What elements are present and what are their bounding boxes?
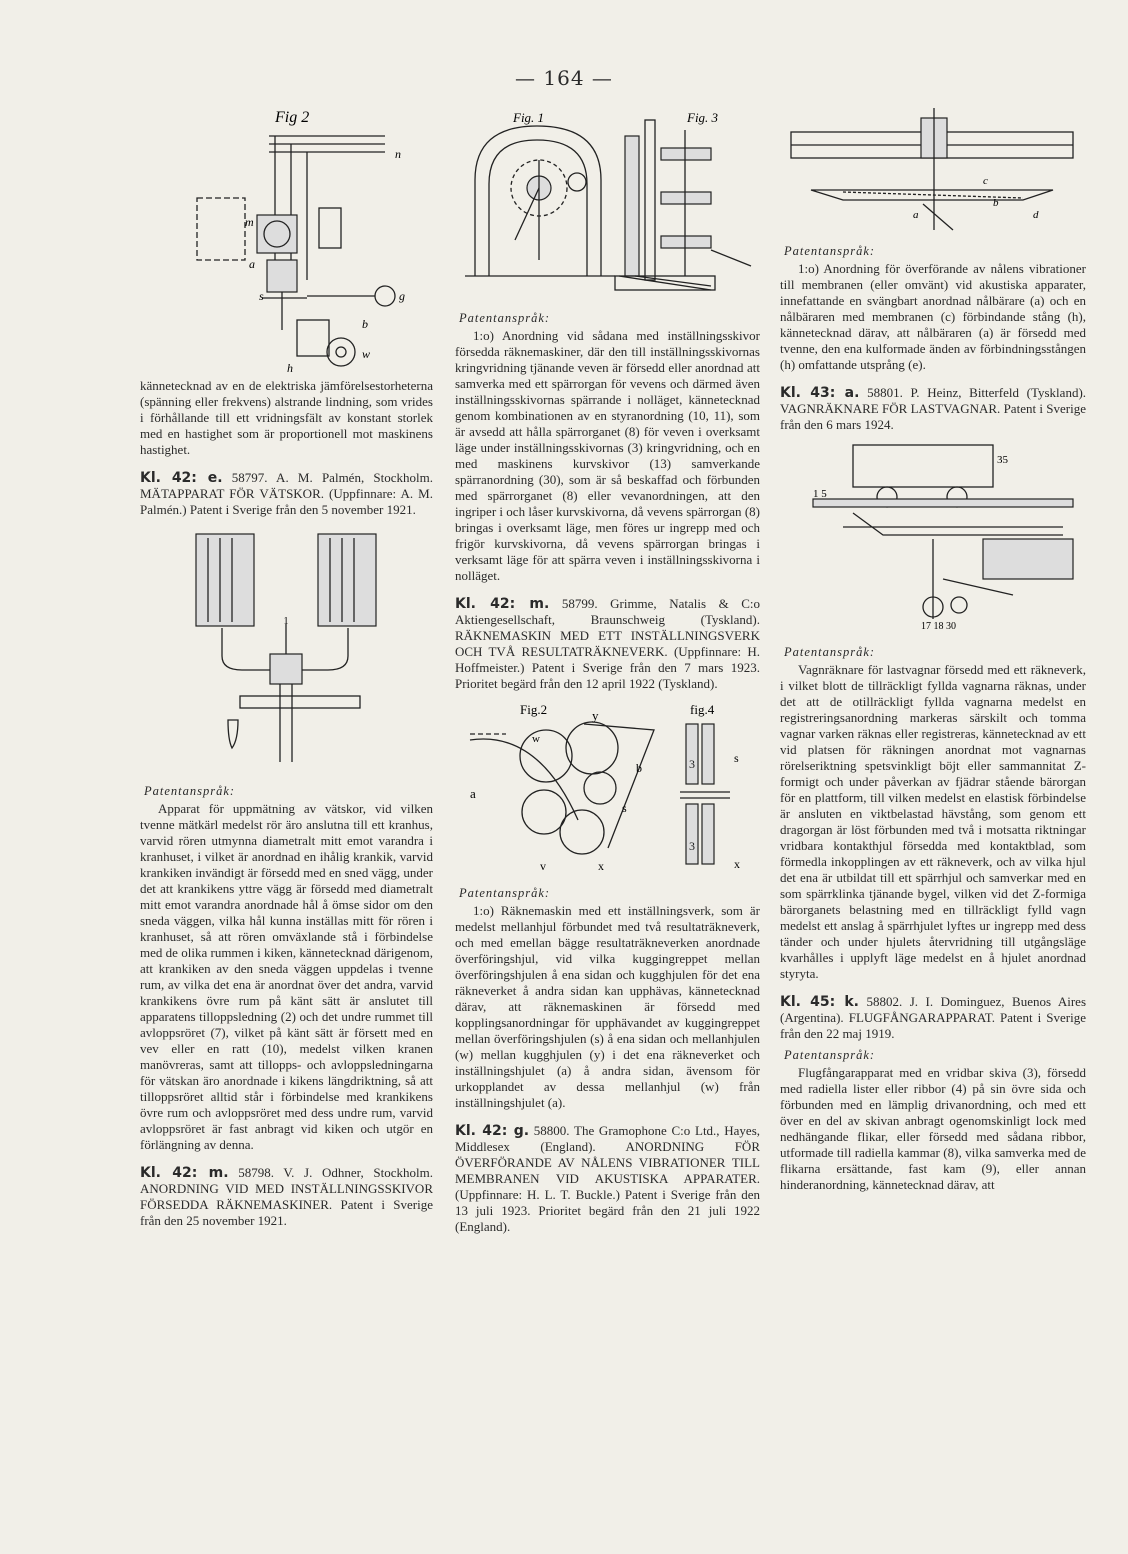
claims-heading: Patentanspråk: <box>144 784 236 798</box>
figure-gear-train <box>458 700 758 880</box>
entry-58801 <box>780 385 1086 433</box>
svg-text:x: x <box>597 859 604 873</box>
svg-text:m: m <box>244 215 254 229</box>
claim-58799: 1:o) Räknemaskin med ett inställningsverk, som är medelst mellanhjul förbundet med två resultaträkneverk, och med emellan bägge resultaträkneverken anordnade överföringshjul, vid vilka kuggingreppet mellan överföringshjulen å ena sidan och kugghjulen för det ena räkneverket å andra sidan kan upphävas, kännetecknad därav, att räknemaskinen är försedd med kopplingsanordningar för upphävandet av kuggingreppet mellan överföringshjulen (s) å ena sidan och mellanhjulen (w) mellan kugghjulen (y) i det ena räkneverket och inställningshjulet (a) å andra sidan, ävensom för urkopplandet av dessa mellanhjul (w) från inställningshjulet (a). <box>455 903 760 1110</box>
entry-class: Kl. 42: m. <box>455 596 550 612</box>
svg-text:b: b <box>635 761 642 775</box>
entry-text: 58800. The Gramophone C:o Ltd., Hayes, Middlesex (England). ANORDNING FÖR ÖVERFÖRANDE AV NÅLENS VIBRATIONER TILL MEMBRANEN VID AKUSTISKA APPARATER. (Uppfinnare: H. L. T. Buckle.) Patent i Sverige från den 13 juli 1923. Prioritet begärd från den 21 juli 1922 (England). <box>455 1123 761 1234</box>
column-3 <box>780 100 1086 1193</box>
page-number: — 164 — <box>515 66 613 90</box>
svg-text:s: s <box>258 289 264 303</box>
svg-text:35: 35 <box>997 454 1008 466</box>
claims-heading: Patentanspråk: <box>459 311 551 325</box>
svg-text:a: a <box>469 786 476 801</box>
fig-2-label: Fig 2 <box>274 109 309 126</box>
svg-text:s: s <box>621 801 627 815</box>
claim-58797: Apparat för uppmätning av vätskor, vid vilken tvenne mätkärl medelst rör äro anslutna till ett kranhus, varvid rören utmynna diametralt mitt emot varandra i kranhuset, i vilket är anordnad en ihålig krankik, varvid krankiken invändigt är försedd med en sned vägg, under det att krankikens yttre vägg är försedd med diametralt mitt emot varandra anordnade hål å ömse sidor om den sneda väggen, vilka hål kunna inställas mitt för rören i kranhuset, så att rören omväxlande stå i förbindelse med de olika rummen i kiken, kännetecknad därigenom, att krankiken av den sneda väggen uppdelas i tvenne rum, av vilka det ena är anordnat över det andra, varvid krankikens övre rum på känt sätt är anslutet till apparatens tilloppsledning (2) och det undre rummet till avloppsröret (7), vilket på känt sätt är försett med en vev eller en ratt (10), medelst vilken kranen manövreras, samt att tillopps- och avloppsledningarna för vätskan äro anordnade i kikens längdriktning, så att tilloppsröret alltid står i förbindelse med krankikens övre rum och avloppsröret med dess undre rum, varvid avloppsröret är fast anbragt vid kiken och utgör en förlängning av denna. <box>140 801 433 1152</box>
svg-text:s: s <box>733 751 739 765</box>
claims-heading: Patentanspråk: <box>784 1048 876 1062</box>
svg-text:1 5: 1 5 <box>813 488 827 500</box>
entry-58797 <box>140 470 433 518</box>
gear-fig-4-label: fig.4 <box>689 702 714 717</box>
entry-class: Kl. 43: a. <box>780 385 860 401</box>
svg-text:v: v <box>539 859 546 873</box>
entry-text: 58798. V. J. Odhner, Stockholm. ANORDNING VID MED INSTÄLLNINGSSKIVOR FÖRSEDDA RÄKNEMASKINER. Patent i Sverige från den 25 november 1921. <box>140 1165 433 1228</box>
svg-text:n: n <box>394 147 401 161</box>
claims-heading: Patentanspråk: <box>784 244 876 258</box>
claim-58801: Vagnräknare för lastvagnar försedd med ett räkneverk, i vilket blott de tillräckligt fyllda vagnarna räknas, under det att de otillräckligt fyllda vagnarna medelst en registreringsanordning markeras särskilt och tomma vagnar varken räknas eller registreras, kännetecknad av ett vid platsen för räkningen anordnat mot vagnarnas rörelseriktning spetsvinkligt böjt eller sammannitat Z-formigt och under påverkan av fjädrar stående bärorgan för en plattform, till vilken medelst en elastisk förbindelse är ansluten en viktbelastad hävstång, som genom ett dragorgan är löst förbunden med två i motsatta riktningar vridbara kontakthjul försedda med kontaktblad, som förmedla inkopplingen av ett räkneverk, och av vilka hjul det ena är utbildat till ett spärrhjul och samverkar med en som spärrklinka tjänande bygel, vilken vid det Z-formiga bärorganets belastning med en tillräckligt fylld vagn medelst ett anslag å spärrhjulet lyftes ur ingrepp med dess tänder och under hjulets återvridning till utgångsläge kvarhålles i upplyft läge medelst en å hjulet anordnad styryta. <box>780 662 1086 981</box>
entry-text: 58797. A. M. Palmén, Stockholm. MÄTAPPARAT FÖR VÄTSKOR. (Uppfinnare: A. M. Palmén.) Patent i Sverige från den 5 november 1921. <box>140 470 434 517</box>
gear-fig-2-label: Fig.2 <box>519 702 547 717</box>
claims-heading: Patentanspråk: <box>784 645 876 659</box>
svg-text:w: w <box>531 733 540 745</box>
entry-58798 <box>140 1165 433 1229</box>
svg-text:h: h <box>286 361 293 375</box>
figure-wagon-counter <box>783 439 1083 639</box>
fig-1-label: Fig. 1 <box>513 110 545 125</box>
entry-58800 <box>455 1123 760 1235</box>
fig-3-label: Fig. 3 <box>687 110 719 125</box>
svg-text:c: c <box>983 175 988 187</box>
claim-58798: 1:o) Anordning vid sådana med inställningsskivor försedda räknemaskiner, där den till inställningsskivornas kringvridning tjänande veven är försedd eller anordnad att samverka med ett spärrorgan för vevens och därmed även inställningsskivornas spärrande i nolläget, kännetecknad genom kombinationen av en styranordning (10, 11), som är avsedd att hålla spärrorganet (8) för veven i overksamt läge under inställningsskivornas (3) kringvridning, och en med maskinens kurvskivor (13) samverkande spärranordning (30), som är så beskaffad och förbunden med spärrorganet (8) eller vevanordningen, att den ingriper i och låser kurvskivorna, då vevens spärrorgan (8) bringas i overksamt läge, men föres ur ingrepp med och frigör kurvskivorna, då vevens spärrorgan bringas i verksamt läge för att spärra veven i inställningsskivorna i nolläget. <box>455 328 760 583</box>
svg-text:b: b <box>361 317 368 331</box>
figure-calculator-crank <box>455 100 760 305</box>
entry-class: Kl. 42: e. <box>140 470 223 486</box>
entry-58799 <box>455 596 760 692</box>
svg-text:a: a <box>248 257 255 271</box>
figure-liquid-meter <box>182 528 392 778</box>
column-1 <box>140 100 433 1229</box>
column-2 <box>455 100 760 1235</box>
figure-electric-drive <box>157 100 417 378</box>
svg-text:b: b <box>993 197 999 209</box>
svg-text:3: 3 <box>688 757 695 771</box>
claims-heading: Patentanspråk: <box>459 886 551 900</box>
entry-text: 58802. J. I. Dominguez, Buenos Aires (Argentina). FLUGFÅNGARAPPARAT. Patent i Sverige från den 22 maj 1919. <box>780 994 1086 1041</box>
svg-text:3: 3 <box>688 839 695 853</box>
entry-class: Kl. 42: m. <box>140 1165 229 1181</box>
entry-text: 58799. Grimme, Natalis & C:o Aktiengesellschaft, Braunschweig (Tyskland). RÄKNEMASKIN MED ETT INSTÄLLNINGSVERK OCH TVÅ RESULTATRÄKNEVERK. (Uppfinnare: H. Hoffmeister.) Patent i Sverige från den 7 mars 1923. Prioritet begärd från den 12 april 1922 (Tyskland). <box>455 596 761 691</box>
svg-text:17 18 30: 17 18 30 <box>921 621 956 632</box>
entry-58802 <box>780 994 1086 1042</box>
svg-text:a: a <box>913 209 919 221</box>
intro-paragraph: kännetecknad av en de elektriska jämförelsestorheterna (spänning eller frekvens) alstrande lindning, som vrides i förhållande till ett vridningsfält av konstant storlek med en hastighet som är proportionell mot maskinens hastighet. <box>140 378 433 457</box>
entry-text: 58801. P. Heinz, Bitterfeld (Tyskland). VAGNRÄKNARE FÖR LASTVAGNAR. Patent i Sverige från den 6 mars 1924. <box>780 385 1087 432</box>
entry-class: Kl. 45: k. <box>780 994 859 1010</box>
svg-text:1: 1 <box>283 616 288 627</box>
claim-58802: Flugfångarapparat med en vridbar skiva (3), försedd med radiella lister eller ribbor (4) på sin övre sida och förbunden med en lämplig drivanordning, och med ett över en del av skivan anbragt ogenomskinligt lock med nedhängande flikar, eller försedd med sådana ribbor, utformade till radiella kammar (8), vilka samverka med de flikarna ersättande, fast kam (9), eller annan hinderanordning, kännetecknad därav, att <box>780 1065 1086 1192</box>
svg-text:g: g <box>398 289 405 303</box>
svg-text:x: x <box>733 857 740 871</box>
claim-58800: 1:o) Anordning för överförande av nålens vibrationer till membranen (eller omvänt) vid akustiska apparater, innefattande en svängbart anordnad nålbärare (a) och en nålbäraren med membranen (c) förbindande stång (h), kännetecknad därav, att nålbäraren (a) är försedd med tvenne, den ena kulformade änden av förbindningsstången (h) omfattande utsprång (e). <box>780 261 1086 372</box>
svg-text:w: w <box>361 347 370 361</box>
svg-text:d: d <box>1033 209 1039 221</box>
entry-class: Kl. 42: g. <box>455 1123 530 1139</box>
figure-gramophone-needle <box>783 100 1083 238</box>
svg-text:y: y <box>591 708 598 723</box>
